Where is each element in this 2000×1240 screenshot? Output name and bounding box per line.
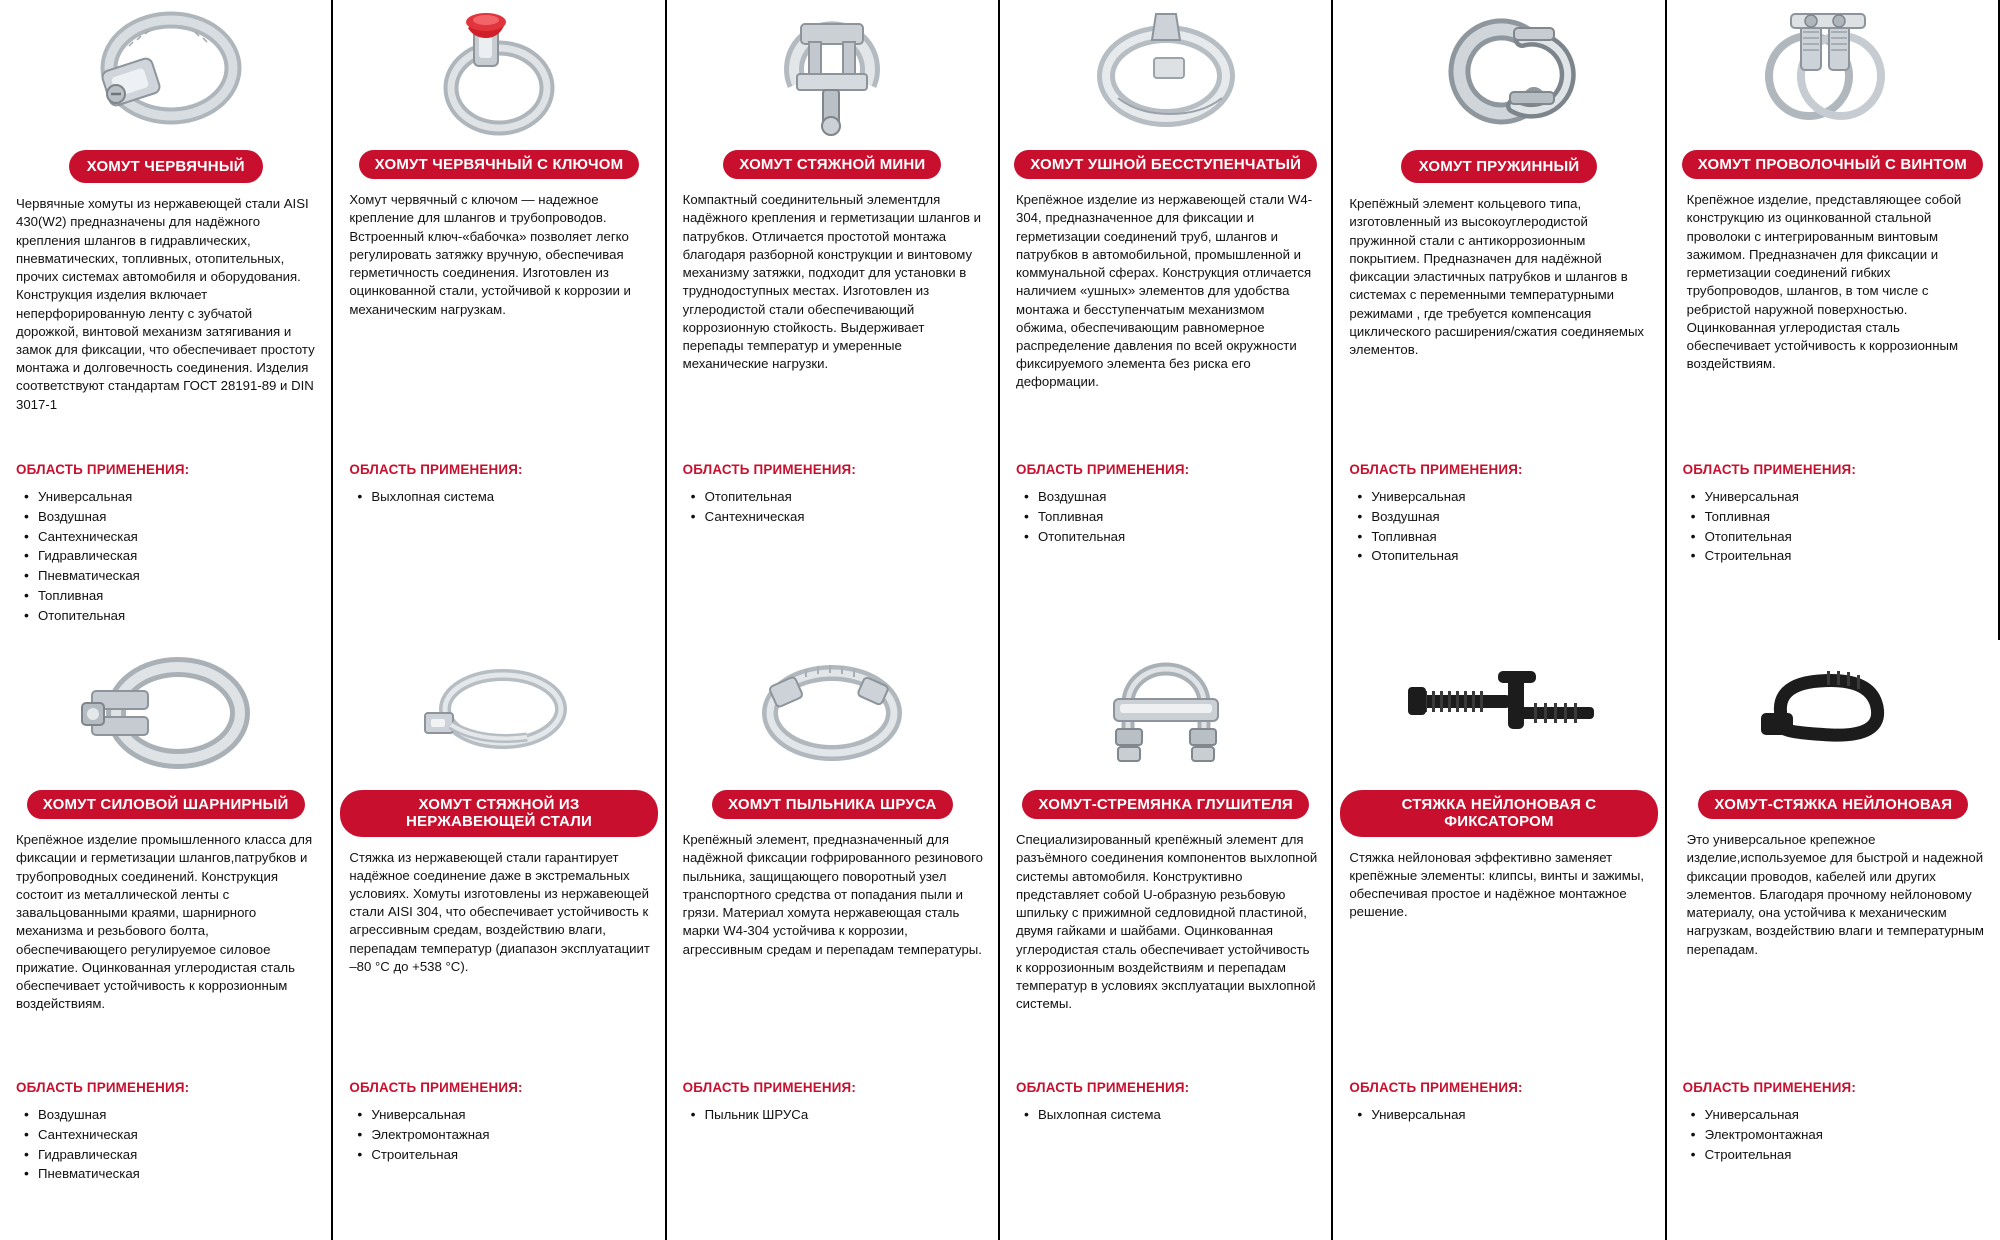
card-title: ХОМУТ ПЫЛЬНИКА ШРУСА bbox=[712, 790, 953, 819]
application-item: • Пневматическая bbox=[24, 1164, 317, 1184]
product-card-spring-clamp bbox=[1333, 0, 1666, 640]
application-title: ОБЛАСТЬ ПРИМЕНЕНИЯ: bbox=[16, 462, 190, 477]
application-title: ОБЛАСТЬ ПРИМЕНЕНИЯ: bbox=[1682, 1080, 1857, 1095]
application-item: • Воздушная bbox=[24, 1105, 317, 1125]
card-title: ХОМУТ ЧЕРВЯЧНЫЙ С КЛЮЧОМ bbox=[359, 150, 640, 179]
card-title: ХОМУТ ПРУЖИННЫЙ bbox=[1401, 150, 1598, 183]
product-card-stainless-cable-tie bbox=[333, 640, 666, 1240]
spring-clamp-icon bbox=[1333, 0, 1664, 148]
application-block bbox=[667, 462, 998, 527]
card-title-badge-wrap bbox=[1333, 790, 1664, 837]
application-item: • Топливная bbox=[1357, 527, 1650, 547]
application-list bbox=[667, 1105, 998, 1125]
application-item: • Гидравлическая bbox=[24, 546, 317, 566]
card-description: Стяжка из нержавеющей стали гарантирует надёжное соединение даже в экстремальных условиях. Хомуты изготовлены из нержавеющей стали AISI 304, что обеспечивает устойчивость к агрессивным средам, воздействию влаги, перепадам температур (диапазон эксплуатациит –80 °С до +538 °С). bbox=[349, 849, 650, 974]
application-list bbox=[0, 487, 331, 626]
application-block bbox=[333, 1080, 664, 1164]
application-item: • Отопительная bbox=[1357, 546, 1650, 566]
application-item: • Сантехническая bbox=[24, 1125, 317, 1145]
application-list bbox=[1000, 1105, 1331, 1125]
card-title: ХОМУТ-СТЯЖКА НЕЙЛОНОВАЯ bbox=[1698, 790, 1968, 819]
application-item: • Пневматическая bbox=[24, 566, 317, 586]
application-item: • Выхлопная система bbox=[357, 487, 650, 507]
card-description: Специализированный крепёжный элемент для разъёмного соединения компонентов выхлопной системы автомобиля. Конструктивно представляет собой U-образную резьбовую шпильку с прижимной седловидной пластиной, двумя гайками и шайбами. Оцинкованная углеродистая сталь обеспечивает устойчивость к коррозионным воздействиям и перепадам температур в условиях эксплуатации выхлопной системы. bbox=[1016, 832, 1318, 1012]
product-card-cv-boot-clamp bbox=[667, 640, 1000, 1240]
card-title-badge-wrap bbox=[0, 150, 331, 183]
product-card-worm-clamp-key bbox=[333, 0, 666, 640]
card-description: Хомут червячный с ключом — надежное крепление для шлангов и трубопроводов. Встроенный ключ-«бабочка» позволяет легко регулировать затяжку вручную, обеспечивая герметичность соединения. Изготовлен из оцинкованной стали, устойчивой к коррозии и механическим нагрузкам. bbox=[349, 192, 631, 317]
application-item: • Универсальная bbox=[1691, 487, 1984, 507]
card-description: Это универсальное крепежное изделие,используемое для быстрой и надежной фиксации проводов, кабелей или других элементов. Благодаря прочному нейлоновому материалу, она устойчива к механическим нагрузкам, воздействию влаги и температурным перепадам. bbox=[1686, 832, 1984, 957]
card-title-badge-wrap bbox=[1667, 790, 2000, 819]
application-title: ОБЛАСТЬ ПРИМЕНЕНИЯ: bbox=[349, 462, 523, 477]
card-title: ХОМУТ ПРОВОЛОЧНЫЙ С ВИНТОМ bbox=[1682, 150, 1983, 179]
card-title-badge-wrap bbox=[333, 790, 664, 837]
card-title: ХОМУТ-СТРЕМЯНКА ГЛУШИТЕЛЯ bbox=[1022, 790, 1308, 819]
application-item: • Топливная bbox=[1691, 507, 1984, 527]
card-description: Стяжка нейлоновая эффективно заменяет крепёжные элементы: клипсы, винты и зажимы, обеспечивая простое и надёжное монтажное решение. bbox=[1349, 849, 1644, 920]
application-item: • Воздушная bbox=[1024, 487, 1317, 507]
application-item: • Гидравлическая bbox=[24, 1145, 317, 1165]
application-item: • Строительная bbox=[1691, 1145, 1986, 1165]
application-list bbox=[667, 487, 998, 527]
application-block bbox=[1333, 1080, 1664, 1125]
application-block bbox=[1000, 462, 1331, 546]
application-item: • Универсальная bbox=[1357, 487, 1650, 507]
product-card-mini-tension-clamp bbox=[667, 0, 1000, 640]
card-title-badge-wrap bbox=[333, 150, 664, 179]
mini-tension-clamp-icon bbox=[667, 0, 998, 148]
application-title: ОБЛАСТЬ ПРИМЕНЕНИЯ: bbox=[1016, 462, 1190, 477]
card-description: Крепёжное изделие промышленного класса для фиксации и герметизации шлангов,патрубков и трубопроводных соединений. Конструкция состоит из металлической ленты с завальцованными краями, шарнирного механизма и резьбового болта, обеспечивающего регулируемое силовое прижатие. Оцинкованная углеродистая сталь обеспечивает устойчивость к коррозионным воздействиям. bbox=[16, 832, 313, 1012]
application-block bbox=[1667, 1080, 2000, 1164]
application-item: • Сантехническая bbox=[24, 527, 317, 547]
ear-clamp-icon bbox=[1000, 0, 1331, 148]
card-title: СТЯЖКА НЕЙЛОНОВАЯ С ФИКСАТОРОМ bbox=[1340, 790, 1658, 837]
worm-clamp-with-key-icon bbox=[333, 0, 664, 148]
application-list bbox=[333, 1105, 664, 1164]
card-title: ХОМУТ СТЯЖНОЙ ИЗ НЕРЖАВЕЮЩЕЙ СТАЛИ bbox=[340, 790, 658, 837]
application-title: ОБЛАСТЬ ПРИМЕНЕНИЯ: bbox=[1349, 1080, 1523, 1095]
application-list bbox=[0, 1105, 331, 1184]
card-description: Крепёжное изделие из нержавеющей стали W4-304, предназначенное для фиксации и герметизации соединений труб, шлангов и патрубков в автомобильной, промышленной и коммунальной сферах. Конструкция отличается наличием «ушных» элементов для удобства монтажа и бесступенчатым механизмом обжима, обеспечивающим равномерное распределение давления по всей окружности фиксируемого элемента без риска его деформации. bbox=[1016, 192, 1313, 390]
application-list bbox=[1000, 487, 1331, 546]
application-item: • Отопительная bbox=[24, 606, 317, 626]
application-item: • Отопительная bbox=[1691, 527, 1984, 547]
application-title: ОБЛАСТЬ ПРИМЕНЕНИЯ: bbox=[349, 1080, 523, 1095]
application-list bbox=[1333, 1105, 1664, 1125]
application-item: • Пыльник ШРУСа bbox=[691, 1105, 984, 1125]
application-block bbox=[333, 462, 664, 507]
application-item: • Топливная bbox=[24, 586, 317, 606]
nylon-cable-tie-icon bbox=[1667, 640, 2000, 788]
card-title: ХОМУТ УШНОЙ БЕССТУПЕНЧАТЫЙ bbox=[1014, 150, 1317, 179]
application-title: ОБЛАСТЬ ПРИМЕНЕНИЯ: bbox=[682, 1080, 857, 1095]
application-item: • Отопительная bbox=[1024, 527, 1317, 547]
application-list bbox=[1667, 1105, 2000, 1164]
application-block bbox=[1667, 462, 1998, 566]
application-block bbox=[0, 1080, 331, 1184]
application-block bbox=[0, 462, 331, 626]
product-card-ear-clamp bbox=[1000, 0, 1333, 640]
product-card-wire-clamp-screw bbox=[1667, 0, 2000, 640]
application-item: • Универсальная bbox=[1357, 1105, 1650, 1125]
card-title-badge-wrap bbox=[1667, 150, 1998, 179]
application-item: • Воздушная bbox=[24, 507, 317, 527]
application-item: • Сантехническая bbox=[691, 507, 984, 527]
application-item: • Топливная bbox=[1024, 507, 1317, 527]
card-title: ХОМУТ ЧЕРВЯЧНЫЙ bbox=[69, 150, 263, 183]
application-block bbox=[1333, 462, 1664, 566]
card-title-badge-wrap bbox=[1000, 790, 1331, 819]
card-description: Крепёжное изделие, представляющее собой конструкцию из оцинкованной стальной проволоки с интегрированным винтовым зажимом. Предназначен для фиксации и герметизации соединений гибких трубопроводов, шлангов, в том числе с ребристой наружной поверхностью. Оцинкованная углеродистая сталь обеспечивает устойчивость к коррозионным воздействиям. bbox=[1686, 192, 1962, 372]
application-item: • Универсальная bbox=[1691, 1105, 1986, 1125]
wire-clamp-with-screw-icon bbox=[1667, 0, 1998, 148]
application-list bbox=[1333, 487, 1664, 566]
application-block bbox=[1000, 1080, 1331, 1125]
application-item: • Электромонтажная bbox=[1691, 1125, 1986, 1145]
application-item: • Универсальная bbox=[24, 487, 317, 507]
application-block bbox=[667, 1080, 998, 1125]
nylon-tie-with-fastener-icon bbox=[1333, 640, 1664, 788]
card-description: Компактный соединительный элементдля надёжного крепления и герметизации шлангов и патрубков. Отличается простотой монтажа благодаря разборной конструкции и винтовому механизму затяжки, подходит для установки в труднодоступных местах. Изготовлен из углеродистой стали обеспечивающий коррозионную стойкость. Выдерживает перепады температур и умеренные механические нагрузки. bbox=[682, 192, 982, 372]
card-title-badge-wrap bbox=[667, 790, 998, 819]
product-card-worm-clamp bbox=[0, 0, 333, 640]
application-title: ОБЛАСТЬ ПРИМЕНЕНИЯ: bbox=[1682, 462, 1857, 477]
product-card-heavy-hinged-clamp bbox=[0, 640, 333, 1240]
product-card-nylon-cable-tie bbox=[1667, 640, 2000, 1240]
application-title: ОБЛАСТЬ ПРИМЕНЕНИЯ: bbox=[1016, 1080, 1190, 1095]
cv-joint-boot-clamp-icon bbox=[667, 640, 998, 788]
application-item: • Строительная bbox=[357, 1145, 650, 1165]
stainless-steel-tie-icon bbox=[333, 640, 664, 788]
card-description: Крепёжный элемент, предназначенный для надёжной фиксации гофрированного резинового пыльника, защищающего поворотный узел транспортного средства от попадания пыли и грязи. Материал хомута нержавеющая сталь марки W4-304 устойчива к коррозии, агрессивным средам и перепадам температуры. bbox=[682, 832, 983, 957]
card-title-badge-wrap bbox=[0, 790, 331, 819]
worm-clamp-icon bbox=[0, 0, 331, 148]
heavy-duty-hinged-clamp-icon bbox=[0, 640, 331, 788]
card-description: Червячные хомуты из нержавеющей стали AISI 430(W2) предназначены для надёжного крепления шлангов в гидравлических, пневматических, топливных, отопительных, прочих системах автомобиля и оборудования. Конструкция изделия включает неперфорированную ленту с зубчатой дорожкой, винтовой механизм затягивания и замок для фиксации, что обеспечивает простоту монтажа и долговечность соединения. Изделия соответствуют стандартам ГОСТ 28191-89 и DIN 3017-1 bbox=[16, 196, 315, 412]
application-item: • Строительная bbox=[1691, 546, 1984, 566]
card-title: ХОМУТ СТЯЖНОЙ МИНИ bbox=[723, 150, 941, 179]
application-list bbox=[1667, 487, 1998, 566]
application-title: ОБЛАСТЬ ПРИМЕНЕНИЯ: bbox=[16, 1080, 190, 1095]
card-title-badge-wrap bbox=[667, 150, 998, 179]
muffler-u-bolt-clamp-icon bbox=[1000, 640, 1331, 788]
application-item: • Отопительная bbox=[691, 487, 984, 507]
card-title-badge-wrap bbox=[1000, 150, 1331, 179]
card-title-badge-wrap bbox=[1333, 150, 1664, 183]
application-item: • Воздушная bbox=[1357, 507, 1650, 527]
application-item: • Электромонтажная bbox=[357, 1125, 650, 1145]
product-card-nylon-tie-with-clip bbox=[1333, 640, 1666, 1240]
application-title: ОБЛАСТЬ ПРИМЕНЕНИЯ: bbox=[682, 462, 857, 477]
card-description: Крепёжный элемент кольцевого типа, изготовленный из высокоуглеродистой пружинной стали с антикоррозионным покрытием. Предназначен для надёжной фиксации эластичных патрубков и шлангов в системах с переменными температурными режимами , где требуется компенсация циклического расширения/сжатия соединяемых элементов. bbox=[1349, 196, 1645, 357]
product-card-muffler-u-bolt-clamp bbox=[1000, 640, 1333, 1240]
application-item: • Универсальная bbox=[357, 1105, 650, 1125]
application-list bbox=[333, 487, 664, 507]
application-title: ОБЛАСТЬ ПРИМЕНЕНИЯ: bbox=[1349, 462, 1523, 477]
card-title: ХОМУТ СИЛОВОЙ ШАРНИРНЫЙ bbox=[27, 790, 305, 819]
application-item: • Выхлопная система bbox=[1024, 1105, 1317, 1125]
